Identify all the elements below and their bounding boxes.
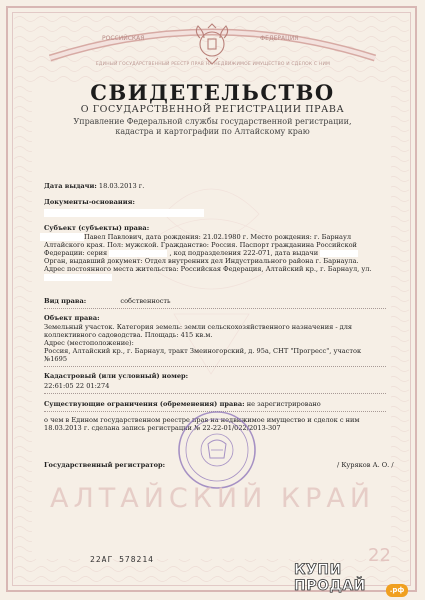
- cadastral-label-row: [44, 372, 188, 380]
- issue-date-row: [44, 182, 144, 190]
- address-redaction: [44, 274, 112, 281]
- subject-line-1: Павел Павлович, дата рождения: 21.02.1980 г. Место рождения: г. Барнаул: [84, 233, 352, 241]
- passport-date-redaction: [320, 250, 358, 257]
- basis-redaction: [44, 209, 204, 217]
- object-label-row: [44, 314, 100, 322]
- registrar-row: [44, 461, 165, 469]
- registrar-label: Государственный регистратор:: [44, 461, 166, 469]
- corner-region-number: 22: [368, 545, 391, 566]
- object-label: Объект права:: [44, 314, 100, 322]
- right-type-label: Вид права:: [44, 297, 87, 305]
- basis-label: Документы-основания:: [44, 198, 135, 206]
- issue-date-value: 18.03.2013 г.: [98, 182, 145, 190]
- cadastral-value: 22:61:05 22 01:274: [44, 382, 110, 390]
- registry-line-1: о чем в Едином государственном реестре прав на недвижимое имущество и сделок с ним: [44, 416, 360, 424]
- department-line-2: кадастра и картографии по Алтайскому краю: [115, 127, 310, 136]
- official-seal-icon: [175, 408, 259, 492]
- divider-1: [44, 308, 386, 309]
- issue-date-label: Дата выдачи:: [44, 182, 97, 190]
- subject-line-2: Алтайского края. Пол: мужской. Гражданство: Россия. Паспорт гражданина Российской: [44, 241, 357, 249]
- divider-2: [44, 366, 386, 367]
- passport-details: , код подразделения 222-071, дата выдачи: [169, 249, 319, 257]
- department-name: [40, 117, 385, 137]
- right-type-value: собственность: [120, 297, 171, 305]
- object-line-3: Адрес (местоположение):: [44, 339, 134, 347]
- subject-line-5: Адрес постоянного места жительства: Российская Федерация, Алтайский кр., г. Барнаул, ул.: [44, 265, 372, 273]
- document-subtitle: О ГОСУДАРСТВЕННОЙ РЕГИСТРАЦИИ ПРАВА: [80, 104, 345, 115]
- site-logo-line-2: ПРОДАЙ: [294, 578, 366, 594]
- restrictions-label: Существующие ограничения (обременения) права:: [44, 400, 245, 408]
- subject-label: Субъект (субъекты) права:: [44, 224, 150, 232]
- subject-label-row: [44, 224, 149, 232]
- site-logo-suffix: .рф: [386, 584, 408, 597]
- double-headed-eagle-icon: [190, 22, 234, 66]
- cadastral-label: Кадастровый (или условный) номер:: [44, 372, 189, 380]
- site-logo-line-1: КУПИ: [294, 562, 342, 578]
- basis-row: [44, 198, 135, 206]
- passport-number-redaction: [109, 250, 167, 257]
- object-line-2: коллективного садоводства. Площадь: 415 кв.м.: [44, 331, 213, 339]
- registry-line-2: 18.03.2013 г. сделана запись регистрации № 22-22-01/022/2013-307: [44, 424, 281, 432]
- object-line-1: Земельный участок. Категория земель: земли сельскохозяйственного назначения - для: [44, 323, 353, 331]
- divider-3: [44, 393, 386, 394]
- object-line-5: №1695: [44, 355, 68, 363]
- form-serial-number: 22АГ 578214: [90, 555, 154, 564]
- band-right-text: ФЕДЕРАЦИЯ: [260, 35, 299, 42]
- subject-surname-redaction: [40, 233, 84, 241]
- right-type-row: [44, 297, 171, 305]
- department-line-1: Управление Федеральной службы государственной регистрации,: [73, 117, 352, 126]
- subject-line-4: Орган, выдавший документ: Отдел внутренних дел Индустриального района г. Барнаула.: [44, 257, 359, 265]
- registrar-name: / Куряков А. О. /: [337, 461, 394, 469]
- region-watermark: АЛТАЙСКИЙ КРАЙ: [49, 483, 376, 514]
- registry-band-caption: ЕДИНЫЙ ГОСУДАРСТВЕННЫЙ РЕЕСТР ПРАВ НА НЕДВИЖИМОЕ ИМУЩЕСТВО И СДЕЛОК С НИМ: [95, 62, 331, 67]
- document-title: СВИДЕТЕЛЬСТВО: [90, 80, 335, 105]
- passport-series-label: Федерации: серия: [44, 249, 108, 257]
- band-left-text: РОССИЙСКАЯ: [102, 35, 145, 42]
- restrictions-value: не зарегистрировано: [246, 400, 321, 408]
- object-line-4: Россия, Алтайский кр., г. Барнаул, тракт Змеиногорский, д. 95а, СНТ "Прогресс", участок: [44, 347, 362, 355]
